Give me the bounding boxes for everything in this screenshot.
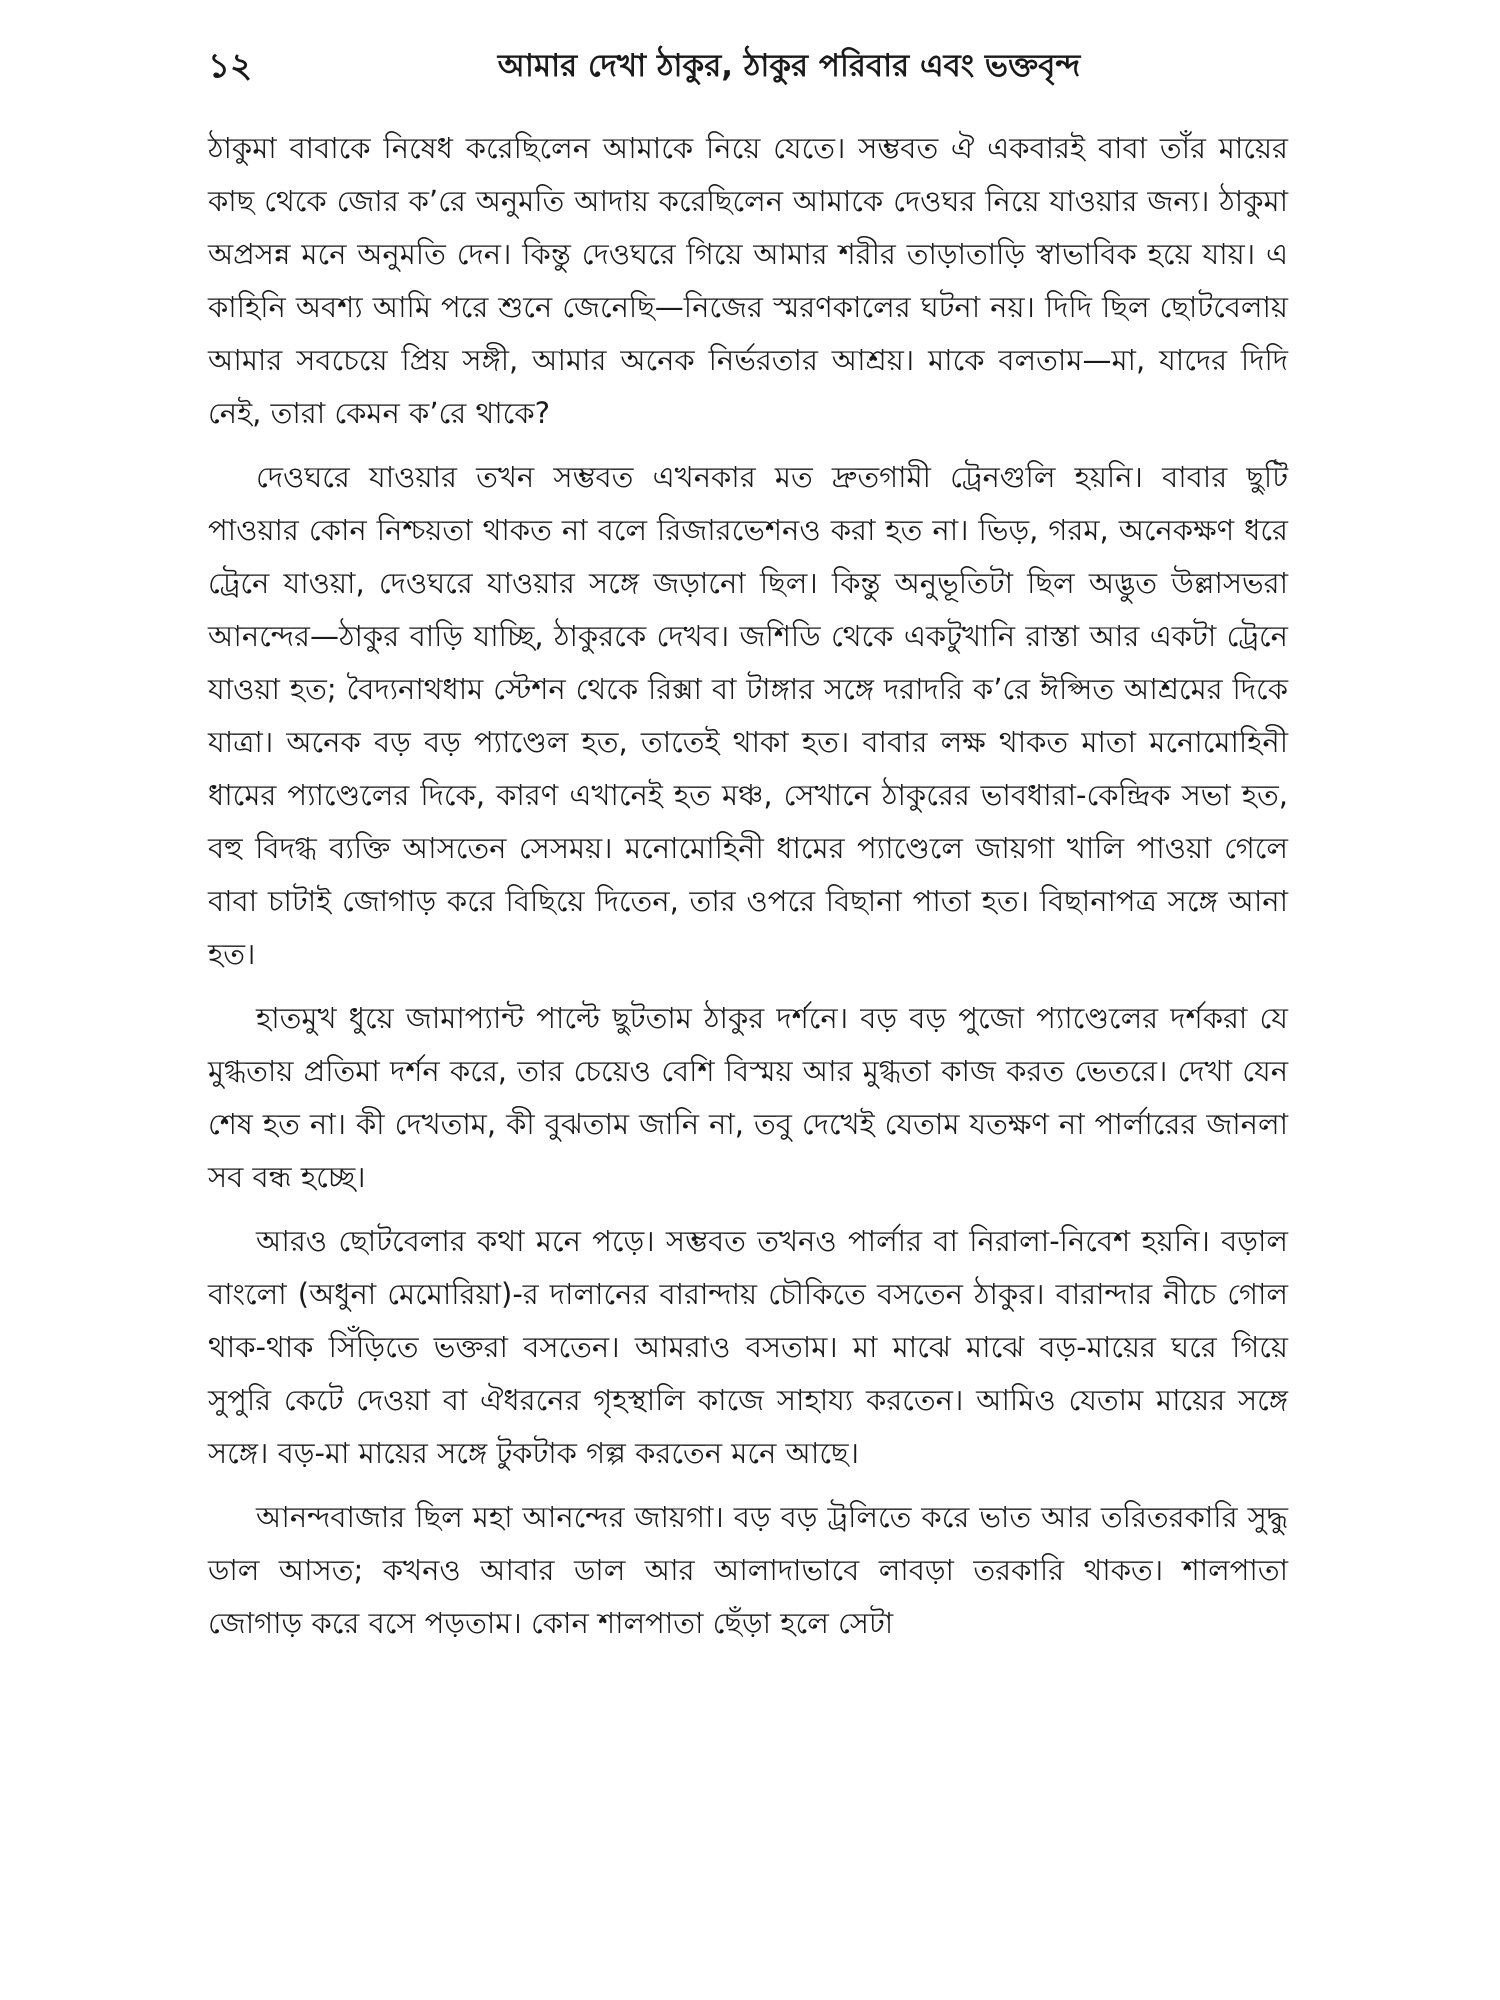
running-header: [208, 36, 1300, 96]
paragraph-4: আরও ছোটবেলার কথা মনে পড়ে। সম্ভবত তখনও পার্লার বা নিরালা-নিবেশ হয়নি। বড়াল বাংলো (অধুনা মেমোরিয়া)-র দালানের বারান্দায় চৌকিতে বসতেন ঠাকুর। বারান্দার নীচে গোল থাক-থাক সিঁড়িতে ভক্তরা বসতেন। আমরাও বসতাম। মা মাঝে মাঝে বড়-মায়ের ঘরে গিয়ে সুপুরি কেটে দেওয়া বা ঐধরনের গৃহস্থালি কাজে সাহায্য করতেন। আমিও যেতাম মায়ের সঙ্গে সঙ্গে। বড়-মা মায়ের সঙ্গে টুকটাক গল্প করতেন মনে আছে।: [208, 1224, 1288, 1470]
running-title: আমার দেখা ঠাকুর, ঠাকুর পরিবার এবং ভক্তবৃন্দ: [497, 48, 1081, 84]
paragraph-3: হাতমুখ ধুয়ে জামাপ্যান্ট পাল্টে ছুটতাম ঠাকুর দর্শনে। বড় বড় পুজো প্যাণ্ডেলের দর্শকরা যে মুগ্ধতায় প্রতিমা দর্শন করে, তার চেয়েও বেশি বিস্ময় আর মুগ্ধতা কাজ করত ভেতরে। দেখা যেন শেষ হত না। কী দেখতাম, কী বুঝতাম জানি না, তবু দেখেই যেতাম যতক্ষণ না পার্লারের জানলা সব বন্ধ হচ্ছে।: [208, 1001, 1288, 1194]
paragraph-1: ঠাকুমা বাবাকে নিষেধ করেছিলেন আমাকে নিয়ে যেতে। সম্ভবত ঐ একবারই বাবা তাঁর মায়ের কাছ থেকে জোর ক’রে অনুমতি আদায় করেছিলেন আমাকে দেওঘর নিয়ে যাওয়ার জন্য। ঠাকুমা অপ্রসন্ন মনে অনুমতি দেন। কিন্তু দেওঘরে গিয়ে আমার শরীর তাড়াতাড়ি স্বাভাবিক হয়ে যায়। এ কাহিনি অবশ্য আমি পরে শুনে জেনেছি—নিজের স্মরণকালের ঘটনা নয়। দিদি ছিল ছোটবেলায় আমার সবচেয়ে প্রিয় সঙ্গী, আমার অনেক নির্ভরতার আশ্রয়। মাকে বলতাম—মা, যাদের দিদি নেই, তারা কেমন ক’রে থাকে?: [208, 131, 1288, 430]
body-text: [208, 122, 1288, 1661]
paragraph-2: দেওঘরে যাওয়ার তখন সম্ভবত এখনকার মত দ্রুতগামী ট্রেনগুলি হয়নি। বাবার ছুটি পাওয়ার কোন নিশ্চয়তা থাকত না বলে রিজারভেশনও করা হত না। ভিড়, গরম, অনেকক্ষণ ধরে ট্রেনে যাওয়া, দেওঘরে যাওয়ার সঙ্গে জড়ানো ছিল। কিন্তু অনুভূতিটা ছিল অদ্ভুত উল্লাসভরা আনন্দের—ঠাকুর বাড়ি যাচ্ছি, ঠাকুরকে দেখব। জশিডি থেকে একটুখানি রাস্তা আর একটা ট্রেনে যাওয়া হত; বৈদ্যনাথধাম স্টেশন থেকে রিক্সা বা টাঙ্গার সঙ্গে দরাদরি ক’রে ঈপ্সিত আশ্রমের দিকে যাত্রা। অনেক বড় বড় প্যাণ্ডেল হত, তাতেই থাকা হত। বাবার লক্ষ থাকত মাতা মনোমোহিনী ধামের প্যাণ্ডেলের দিকে, কারণ এখানেই হত মঞ্চ, সেখানে ঠাকুরের ভাবধারা-কেন্দ্রিক সভা হত, বহু বিদগ্ধ ব্যক্তি আসতেন সেসময়। মনোমোহিনী ধামের প্যাণ্ডেলে জায়গা খালি পাওয়া গেলে বাবা চাটাই জোগাড় করে বিছিয়ে দিতেন, তার ওপরে বিছানা পাতা হত। বিছানাপত্র সঙ্গে আনা হত।: [208, 460, 1288, 971]
page-number: ১২: [208, 46, 253, 86]
paragraph-5: আনন্দবাজার ছিল মহা আনন্দের জায়গা। বড় বড় ট্রলিতে করে ভাত আর তরিতরকারি সুদ্ধু ডাল আসত; কখনও আবার ডাল আর আলাদাভাবে লাবড়া তরকারি থাকত। শালপাতা জোগাড় করে বসে পড়তাম। কোন শালপাতা ছেঁড়া হলে সেটা: [208, 1500, 1288, 1640]
